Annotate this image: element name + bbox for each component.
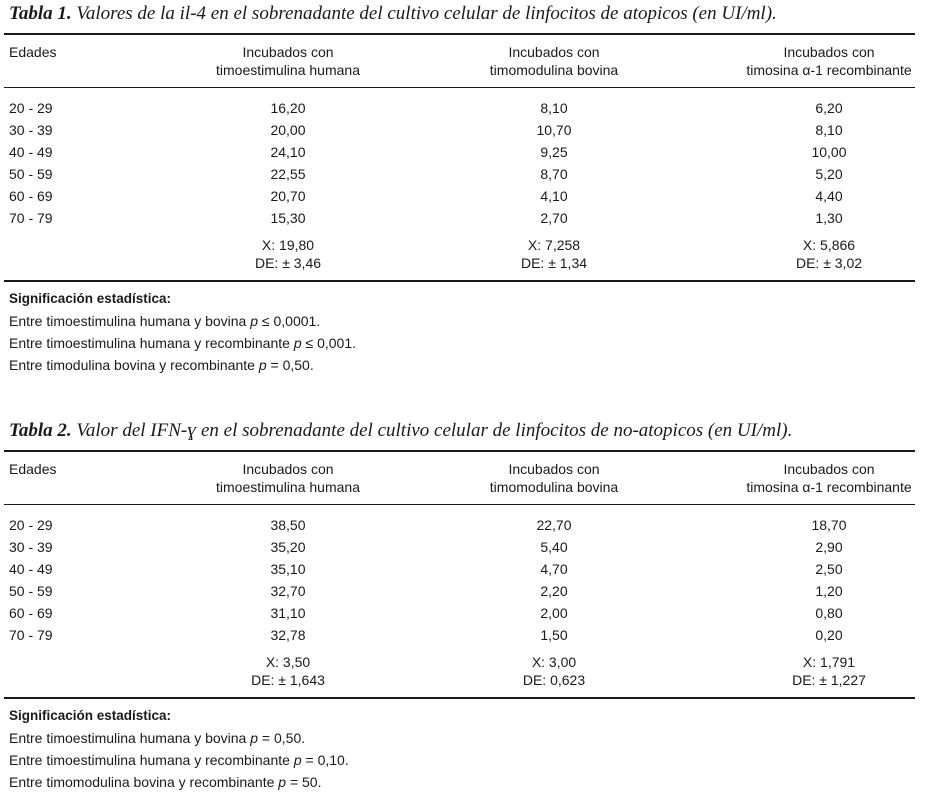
mean-value: X: 1,791 <box>802 654 856 670</box>
mean-value: X: 5,866 <box>802 237 856 253</box>
cell-value: 2,00 <box>540 605 568 621</box>
cell-value: 1,30 <box>815 210 843 226</box>
table-row <box>0 559 926 581</box>
summary-stats <box>218 653 358 689</box>
cell-value: 32,78 <box>270 627 306 643</box>
sd-value: DE: ± 3,46 <box>254 255 322 271</box>
p-value: ≤ 0,0001. <box>261 313 321 329</box>
cell-value: 4,70 <box>540 561 568 577</box>
significance-text: Entre timoestimulina humana y recombinante <box>9 335 290 351</box>
caption-text: Valores de la il-4 en el sobrenadante del cultivo celular de linfocitos de atopicos (en UI/ml). <box>76 3 777 24</box>
cell-value: 32,70 <box>270 583 306 599</box>
table-row <box>0 98 926 120</box>
significance-title: Significación estadística: <box>9 291 172 306</box>
cell-value: 38,50 <box>270 517 306 533</box>
cell-value: 4,10 <box>540 188 568 204</box>
cell-value: 20,70 <box>270 188 306 204</box>
significance-text: Entre timoestimulina humana y bovina <box>9 313 247 329</box>
table-row <box>0 120 926 142</box>
bottom-rule <box>4 280 915 282</box>
table-row <box>0 208 926 230</box>
cell-value: 2,70 <box>540 210 568 226</box>
cell-value: 18,70 <box>811 517 847 533</box>
significance-notes <box>9 705 349 793</box>
cell-value: 0,20 <box>815 627 843 643</box>
sd-value: DE: ± 1,643 <box>251 672 325 688</box>
cell-value: 2,20 <box>540 583 568 599</box>
significance-text: Entre timoestimulina humana y recombinante <box>9 752 290 768</box>
mean-value: X: 3,00 <box>531 654 577 670</box>
summary-stats <box>759 236 899 272</box>
cell-age: 40 - 49 <box>9 561 53 577</box>
table-row <box>0 186 926 208</box>
p-symbol: p <box>293 335 302 351</box>
significance-text: Entre timomodulina bovina y recombinante <box>9 774 275 790</box>
significance-notes <box>9 288 356 376</box>
significance-line <box>9 354 356 376</box>
cell-value: 8,70 <box>540 166 568 182</box>
cell-value: 10,00 <box>811 144 847 160</box>
summary-stats <box>759 653 899 689</box>
sd-value: DE: 0,623 <box>522 672 586 688</box>
top-rule <box>4 450 915 452</box>
sd-value: DE: ± 1,227 <box>792 672 866 688</box>
cell-value: 8,10 <box>540 100 568 116</box>
header-line: timoestimulina humana <box>216 479 360 495</box>
header-rule <box>4 87 915 88</box>
header-line: Incubados con <box>783 44 875 60</box>
cell-value: 5,40 <box>540 539 568 555</box>
header-col-timosina <box>740 43 918 79</box>
cell-value: 15,30 <box>270 210 306 226</box>
cell-value: 22,70 <box>536 517 572 533</box>
bottom-rule <box>4 697 915 699</box>
significance-text: Entre timodulina bovina y recombinante <box>9 357 255 373</box>
significance-line <box>9 310 356 332</box>
header-age: Edades <box>9 44 57 60</box>
table-row <box>0 142 926 164</box>
header-line: timomodulina bovina <box>489 62 619 78</box>
cell-age: 20 - 29 <box>9 100 53 116</box>
table-row <box>0 164 926 186</box>
p-value: = 50. <box>289 774 322 790</box>
header-col-timomodulina <box>482 43 626 79</box>
cell-value: 35,20 <box>270 539 306 555</box>
table-row <box>0 515 926 537</box>
cell-age: 70 - 79 <box>9 627 53 643</box>
p-value: = 0,50. <box>261 730 306 746</box>
header-line: Incubados con <box>242 44 334 60</box>
significance-text: Entre timoestimulina humana y bovina <box>9 730 247 746</box>
summary-stats <box>218 236 358 272</box>
cell-value: 22,55 <box>270 166 306 182</box>
cell-value: 4,40 <box>815 188 843 204</box>
significance-line <box>9 749 349 771</box>
cell-value: 24,10 <box>270 144 306 160</box>
sd-value: DE: ± 1,34 <box>520 255 588 271</box>
cell-age: 50 - 59 <box>9 583 53 599</box>
mean-value: X: 3,50 <box>265 654 311 670</box>
caption-text: Valor del IFN-ɣ en el sobrenadante del cultivo celular de linfocitos de no-atopicos (en UI/ml). <box>76 420 793 441</box>
cell-value: 2,50 <box>815 561 843 577</box>
header-col-timomodulina <box>482 460 626 496</box>
p-symbol: p <box>293 752 302 768</box>
cell-value: 2,90 <box>815 539 843 555</box>
caption-label: Tabla 2. <box>9 420 72 441</box>
p-symbol: p <box>258 357 267 373</box>
table-body <box>0 515 926 647</box>
cell-value: 9,25 <box>540 144 568 160</box>
cell-value: 35,10 <box>270 561 306 577</box>
p-value: = 0,50. <box>270 357 314 373</box>
cell-age: 20 - 29 <box>9 517 53 533</box>
cell-value: 31,10 <box>270 605 306 621</box>
summary-stats <box>484 653 624 689</box>
sd-value: DE: ± 3,02 <box>795 255 863 271</box>
header-line: timosina α-1 recombinante <box>746 479 912 495</box>
cell-age: 70 - 79 <box>9 210 53 226</box>
mean-value: X: 19,80 <box>261 237 315 253</box>
table-body <box>0 98 926 230</box>
p-value: = 0,10. <box>305 752 349 768</box>
header-line: timomodulina bovina <box>489 479 619 495</box>
p-value: ≤ 0,001. <box>305 335 356 351</box>
header-line: timosina α-1 recombinante <box>746 62 912 78</box>
table-row <box>0 581 926 603</box>
cell-value: 5,20 <box>815 166 843 182</box>
cell-age: 60 - 69 <box>9 605 53 621</box>
cell-age: 40 - 49 <box>9 144 53 160</box>
header-col-timosina <box>740 460 918 496</box>
cell-value: 10,70 <box>536 122 572 138</box>
cell-value: 16,20 <box>270 100 306 116</box>
cell-age: 60 - 69 <box>9 188 53 204</box>
header-rule <box>4 504 915 505</box>
cell-value: 1,50 <box>540 627 568 643</box>
cell-value: 0,80 <box>815 605 843 621</box>
top-rule <box>4 33 915 35</box>
p-symbol: p <box>250 313 259 329</box>
cell-age: 50 - 59 <box>9 166 53 182</box>
header-line: timoestimulina humana <box>216 62 360 78</box>
significance-line <box>9 332 356 354</box>
significance-title: Significación estadística: <box>9 708 172 723</box>
cell-value: 20,00 <box>270 122 306 138</box>
header-age: Edades <box>9 461 57 477</box>
header-line: Incubados con <box>508 461 600 477</box>
p-symbol: p <box>278 774 287 790</box>
cell-age: 30 - 39 <box>9 122 53 138</box>
table-caption <box>9 3 777 25</box>
table-caption <box>9 420 792 442</box>
caption-label: Tabla 1. <box>9 3 72 24</box>
significance-line <box>9 727 349 749</box>
cell-age: 30 - 39 <box>9 539 53 555</box>
summary-stats <box>484 236 624 272</box>
p-symbol: p <box>250 730 259 746</box>
header-col-timoestimulina <box>210 460 366 496</box>
cell-value: 1,20 <box>815 583 843 599</box>
header-line: Incubados con <box>242 461 334 477</box>
significance-line <box>9 771 349 793</box>
cell-value: 6,20 <box>815 100 843 116</box>
cell-value: 8,10 <box>815 122 843 138</box>
mean-value: X: 7,258 <box>527 237 581 253</box>
header-line: Incubados con <box>783 461 875 477</box>
header-line: Incubados con <box>508 44 600 60</box>
table-row <box>0 537 926 559</box>
table-row <box>0 603 926 625</box>
table-row <box>0 625 926 647</box>
header-col-timoestimulina <box>210 43 366 79</box>
